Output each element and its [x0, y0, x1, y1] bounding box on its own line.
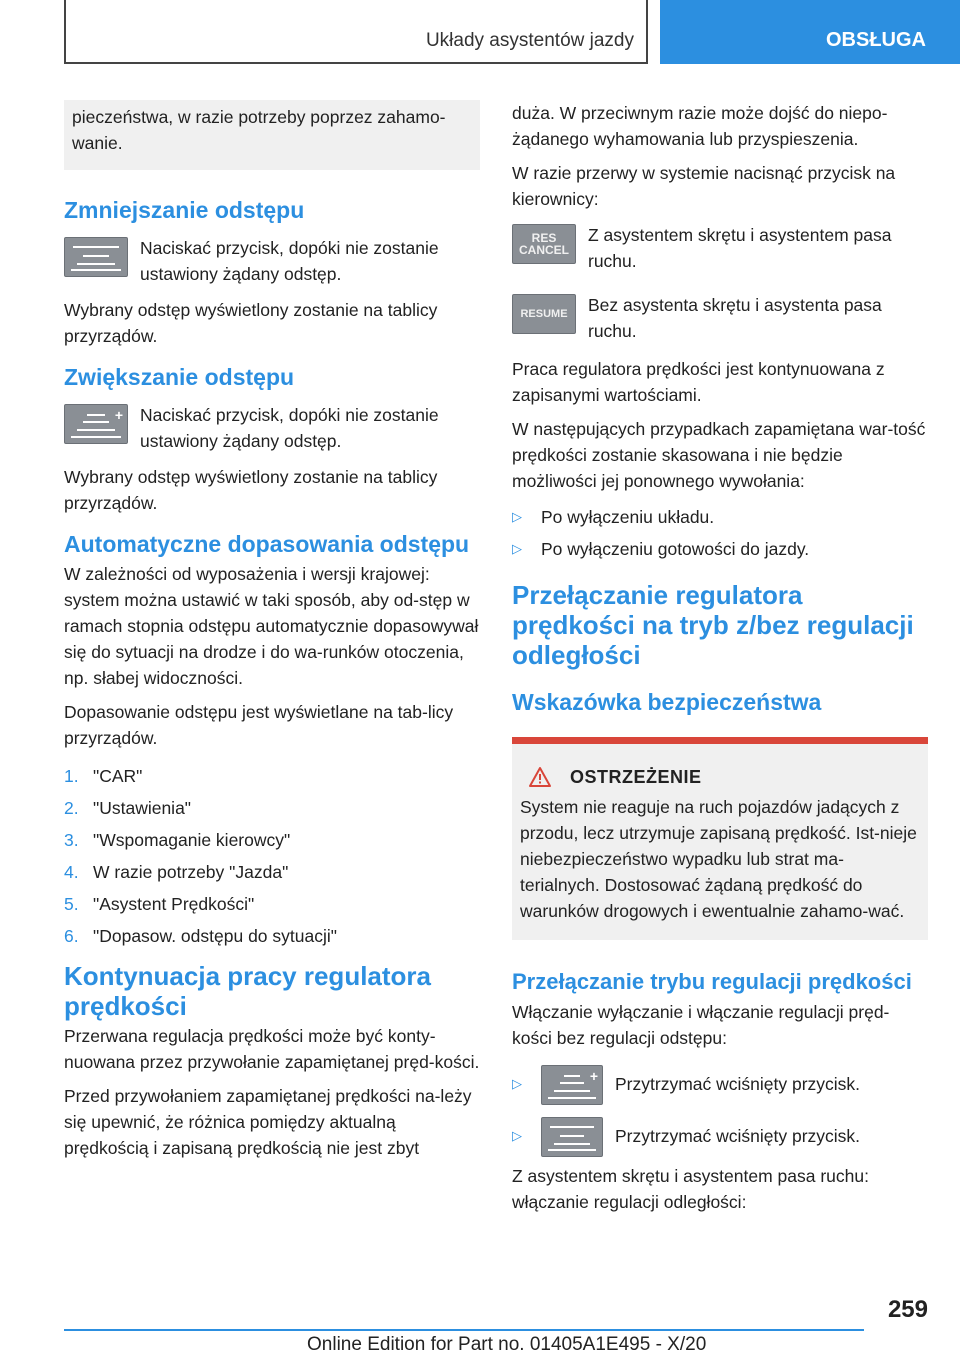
- list-item: 5. "Asystent Prędkości": [64, 894, 255, 914]
- cases-list: [512, 504, 928, 562]
- decrease-distance-row: [64, 235, 480, 287]
- mode-steps: [512, 1063, 928, 1157]
- decrease-distance-instruction: Naciskać przycisk, dopóki nie zostanie ustawiony żądany odstęp.: [140, 238, 439, 284]
- right-column: [512, 100, 928, 1223]
- distance-increase-button-icon: [64, 404, 128, 444]
- resume-text-1: Przerwana regulacja prędkości może być konty-nuowana przez przywołanie zapamiętanej pręd-kości.: [64, 1026, 480, 1072]
- header-section-tab: [660, 0, 960, 64]
- triangle-bullet-icon: ▷: [512, 1128, 522, 1143]
- distance-decrease-button-icon: [541, 1117, 603, 1157]
- header-title: Układy asystentów jazdy: [425, 30, 634, 51]
- warning-text: System nie reaguje na ruch pojazdów jadących z przodu, lecz utrzymuje zapisaną prędkość. Ist-nieje niebezpieczeństwo wypadku lub strat ma-terialnych. Dostosować żądaną prędkość do warunków drogowych i ewentualnie zahamo-wać.: [520, 797, 917, 921]
- last-paragraph: Z asystentem skrętu i asystentem pasa ruchu: włączanie regulacji odległości:: [512, 1166, 869, 1212]
- list-item: 6. "Dopasow. odstępu do sytuacji": [64, 926, 337, 946]
- res-cancel-row: [512, 222, 928, 274]
- resume-row: [512, 292, 928, 344]
- resume-text: Bez asystenta skrętu i asystenta pasa ruchu.: [588, 295, 882, 341]
- increase-distance-instruction: Naciskać przycisk, dopóki nie zostanie ustawiony żądany odstęp.: [140, 405, 439, 451]
- list-item: 3. "Wspomaganie kierowcy": [64, 830, 291, 850]
- distance-increase-button-icon: +: [541, 1065, 603, 1105]
- auto-distance-steps: [64, 763, 480, 949]
- auto-distance-display-text: Dopasowanie odstępu jest wyświetlane na tab-licy przyrządów.: [64, 702, 454, 748]
- safety-heading: Wskazówka bezpieczeństwa: [512, 689, 822, 715]
- increase-distance-heading: Zwiększanie odstępu: [64, 364, 295, 390]
- list-item: 2. "Ustawienia": [64, 798, 192, 818]
- resume-text-2: Przed przywołaniem zapamiętanej prędkości na-leży się upewnić, że różnica pomiędzy aktualną prędkością i zapisaną prędkością nie jest zbyt: [64, 1086, 472, 1158]
- auto-distance-text: W zależności od wyposażenia i wersji krajowej: system można ustawić w taki sposób, aby od-stęp w ramach stopnia odstępu automatycznie dopasowywał się do sytuacji na drodze i do wa-runków otoczenia, np. słabej widoczności.: [64, 564, 479, 688]
- triangle-bullet-icon: ▷: [512, 541, 522, 556]
- distance-decrease-button-icon: [64, 237, 128, 277]
- header-section-label: OBSŁUGA: [826, 29, 926, 51]
- triangle-bullet-icon: ▷: [512, 509, 522, 524]
- decrease-distance-heading: Zmniejszanie odstępu: [64, 197, 305, 223]
- footer-edition: Online Edition for Part no. 01405A1E495 - X/20: [307, 1334, 707, 1355]
- cases-paragraph: W następujących przypadkach zapamiętana war-tość prędkości zostanie skasowana i nie będzie możliwości jej ponownego wywołania:: [512, 419, 926, 491]
- header-title-box: [64, 0, 648, 64]
- continue-paragraph: Praca regulatora prędkości jest kontynuowana z zapisanymi wartościami.: [512, 359, 885, 405]
- switch-mode-heading: Przełączanie regulatora prędkości na tryb z/bez regulacji odległości: [512, 580, 914, 670]
- list-item: 4. W razie potrzeby "Jazda": [64, 862, 289, 882]
- res-cancel-text: Z asystentem skrętu i asystentem pasa ruchu.: [588, 225, 892, 271]
- continued-paragraph: duża. W przeciwnym razie może dojść do niepo-żądanego wyhamowania lub przyspieszenia.: [512, 103, 888, 149]
- continued-text: pieczeństwa, w razie potrzeby poprzez zahamo-wanie.: [72, 107, 446, 153]
- list-item: ▷ Po wyłączeniu układu.: [512, 504, 928, 530]
- list-item: ▷ + Przytrzymać wciśnięty przycisk.: [512, 1063, 928, 1105]
- list-item: ▷ Przytrzymać wciśnięty przycisk.: [512, 1115, 928, 1157]
- continued-box: [64, 100, 480, 170]
- mode-text: Włączanie wyłączanie i włączanie regulacji pręd-kości bez regulacji odstępu:: [512, 1002, 890, 1048]
- increase-distance-note: Wybrany odstęp wyświetlony zostanie na tablicy przyrządów.: [64, 467, 438, 513]
- footer-divider: [64, 1329, 864, 1331]
- decrease-distance-note: Wybrany odstęp wyświetlony zostanie na tablicy przyrządów.: [64, 300, 438, 346]
- list-item: ▷ Po wyłączeniu gotowości do jazdy.: [512, 536, 928, 562]
- mode-heading: Przełączanie trybu regulacji prędkości: [512, 969, 912, 994]
- auto-distance-heading: Automatyczne dopasowania odstępu: [64, 531, 470, 557]
- increase-distance-row: [64, 402, 480, 454]
- left-column: [64, 100, 480, 1169]
- triangle-bullet-icon: ▷: [512, 1076, 522, 1091]
- res-cancel-button-icon: RES CANCEL: [512, 224, 576, 264]
- interrupt-paragraph: W razie przerwy w systemie nacisnąć przycisk na kierownicy:: [512, 163, 896, 209]
- page-number: 259: [887, 1296, 928, 1323]
- resume-heading: Kontynuacja pracy regulatora prędkości: [64, 961, 431, 1021]
- plus-icon: +: [114, 407, 123, 423]
- list-item: 1. "CAR": [64, 766, 143, 786]
- resume-button-icon: RESUME: [512, 294, 576, 334]
- warning-box: [512, 737, 928, 940]
- warning-title: OSTRZEŻENIE: [570, 766, 702, 787]
- warning-triangle-icon: [528, 766, 552, 788]
